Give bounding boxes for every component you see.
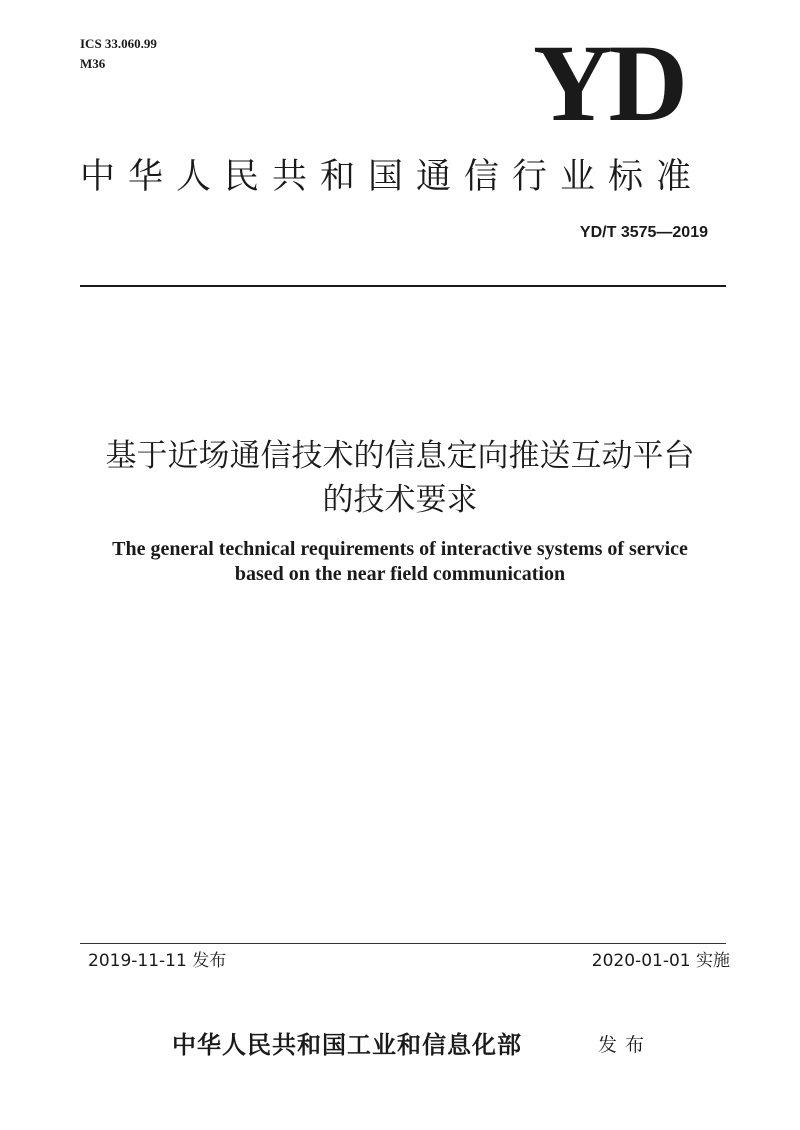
implementation-date: 2020-01-01 实施 [591,951,730,971]
footer-divider [80,943,726,944]
issuer-action: 发布 [598,1034,653,1056]
publish-date: 2019-11-11 发布 [88,951,227,971]
standard-number: YD/T 3575—2019 [579,224,708,241]
header-divider [80,285,726,287]
title-chinese-line2: 的技术要求 [322,482,478,518]
title-english-line2: based on the near field communication [234,563,566,585]
title-english-line1: The general technical requirements of interactive systems of service [112,538,688,560]
issuing-authority: 中华人民共和国工业和信息化部 [172,1030,522,1059]
ics-code: ICS 33.060.99 [80,36,157,51]
classification-code: M36 [80,56,106,71]
standard-logo: YD [533,22,684,144]
title-chinese-line1: 基于近场通信技术的信息定向推送互动平台 [105,438,695,474]
standard-category: 中华人民共和国通信行业标准 [80,157,705,197]
